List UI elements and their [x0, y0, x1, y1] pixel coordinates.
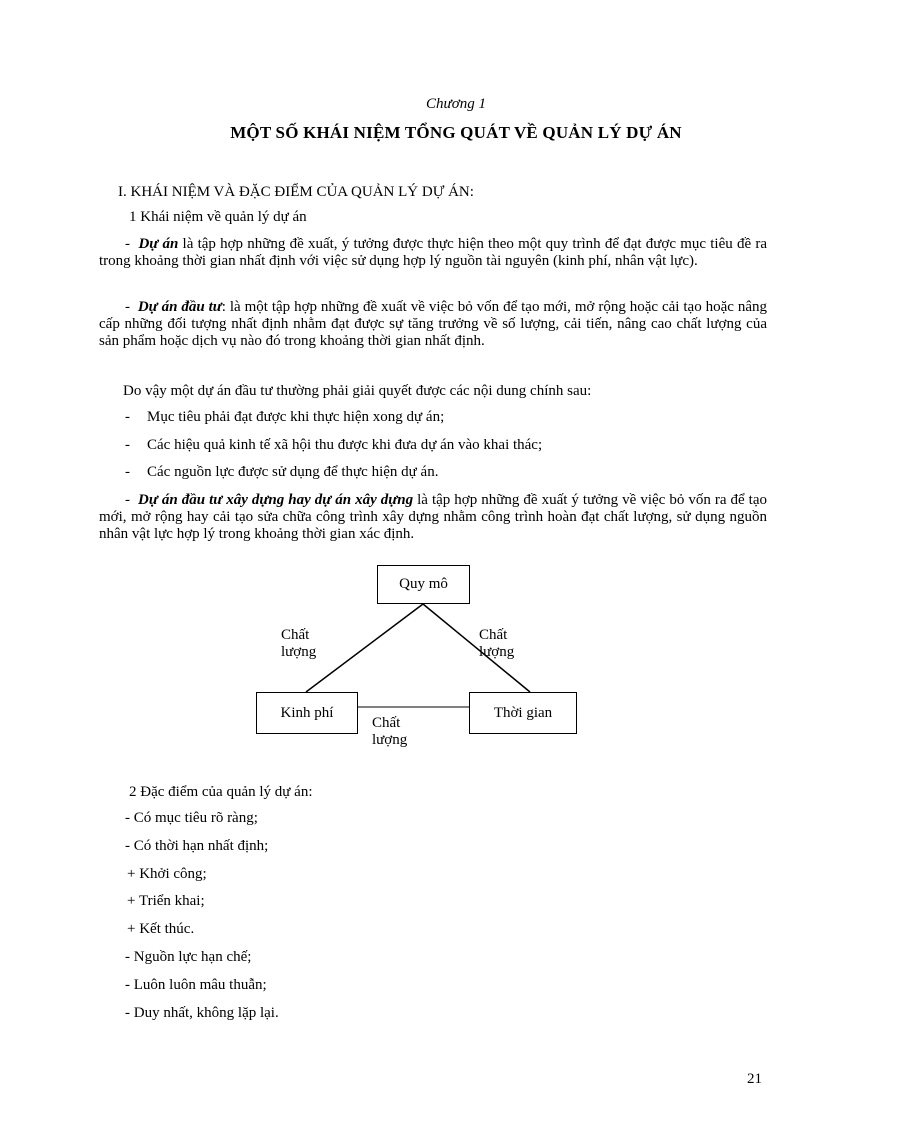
- diagram-box-kinh-phi: Kinh phí: [256, 692, 358, 734]
- list-item: + Khởi công;: [127, 866, 207, 882]
- definition-du-an: là tập hợp những đề xuất, ý tưởng được thực hiện theo một quy trình để đạt được mục tiêu đề ra trong khoảng thời gian nhất định với việc sử dụng hợp lý nguồn tài nguyên (kinh phí, nhân vật lực).: [99, 236, 767, 269]
- subsection-heading-2: 2 Đặc điểm của quản lý dự án:: [129, 784, 313, 800]
- page-number: 21: [747, 1071, 762, 1087]
- list-item: - Luôn luôn mâu thuẫn;: [125, 977, 267, 993]
- list-item: + Triển khai;: [127, 893, 205, 909]
- term-du-an-dau-tu: Dự án đầu tư: [137, 299, 222, 315]
- diagram-label-left: Chất lượng: [281, 627, 317, 660]
- definition-du-an-dau-tu: : là một tập hợp những đề xuất về việc bỏ vốn để tạo mới, mở rộng hoặc cải tạo hoặc nâng cấp những đối tượng nhất định nhằm đạt được sự tăng trưởng về số lượng, cải tiến, nâng cao chất lượng của sản phẩm hoặc dịch vụ nào đó trong khoảng thời gian nhất định.: [99, 299, 768, 349]
- term-du-an-xay-dung: Dự án đầu tư xây dựng hay dự án xây dựng: [138, 492, 414, 508]
- diagram-box-thoi-gian: Thời gian: [469, 692, 577, 734]
- chapter-label: Chương 1: [426, 96, 486, 112]
- diagram-label-bottom: Chất lượng: [372, 715, 408, 748]
- list-item: - Các hiệu quả kinh tế xã hội thu được khi đưa dự án vào khai thác;: [125, 437, 543, 453]
- chapter-title: MỘT SỐ KHÁI NIỆM TỔNG QUÁT VỀ QUẢN LÝ DỰ ÁN: [230, 123, 682, 142]
- bullet-dash: -: [125, 299, 130, 315]
- list-item: - Duy nhất, không lặp lại.: [125, 1005, 279, 1021]
- list-item: - Mục tiêu phải đạt được khi thực hiện xong dự án;: [125, 409, 445, 425]
- definition-du-an-xay-dung: là tập hợp những đề xuất ý tưởng về việc bỏ vốn ra để tạo mới, mở rộng hay cải tạo sửa chữa công trình xây dựng nhằm công trình hoàn đạt chất lượng, sử dụng nguồn nhân vật lực hợp lý trong khoảng thời gian xác định.: [99, 492, 768, 542]
- bullet-dash: -: [125, 236, 130, 252]
- list-item: + Kết thúc.: [127, 921, 195, 937]
- paragraph-intro-list: Do vậy một dự án đầu tư thường phải giải quyết được các nội dung chính sau:: [123, 383, 592, 399]
- diagram-box-quy-mo: Quy mô: [377, 565, 470, 604]
- section-heading: I. KHÁI NIỆM VÀ ĐẶC ĐIỂM CỦA QUẢN LÝ DỰ ÁN:: [118, 184, 474, 200]
- subsection-heading-1: 1 Khái niệm về quản lý dự án: [129, 209, 307, 225]
- list-item: - Các nguồn lực được sử dụng để thực hiện dự án.: [125, 464, 439, 480]
- list-item: - Có thời hạn nhất định;: [125, 838, 269, 854]
- bullet-dash: -: [125, 492, 130, 508]
- list-item: - Có mục tiêu rõ ràng;: [125, 810, 258, 826]
- diagram-label-right: Chất lượng: [479, 627, 515, 660]
- list-item: - Nguồn lực hạn chế;: [125, 949, 252, 965]
- term-du-an: Dự án: [138, 236, 179, 252]
